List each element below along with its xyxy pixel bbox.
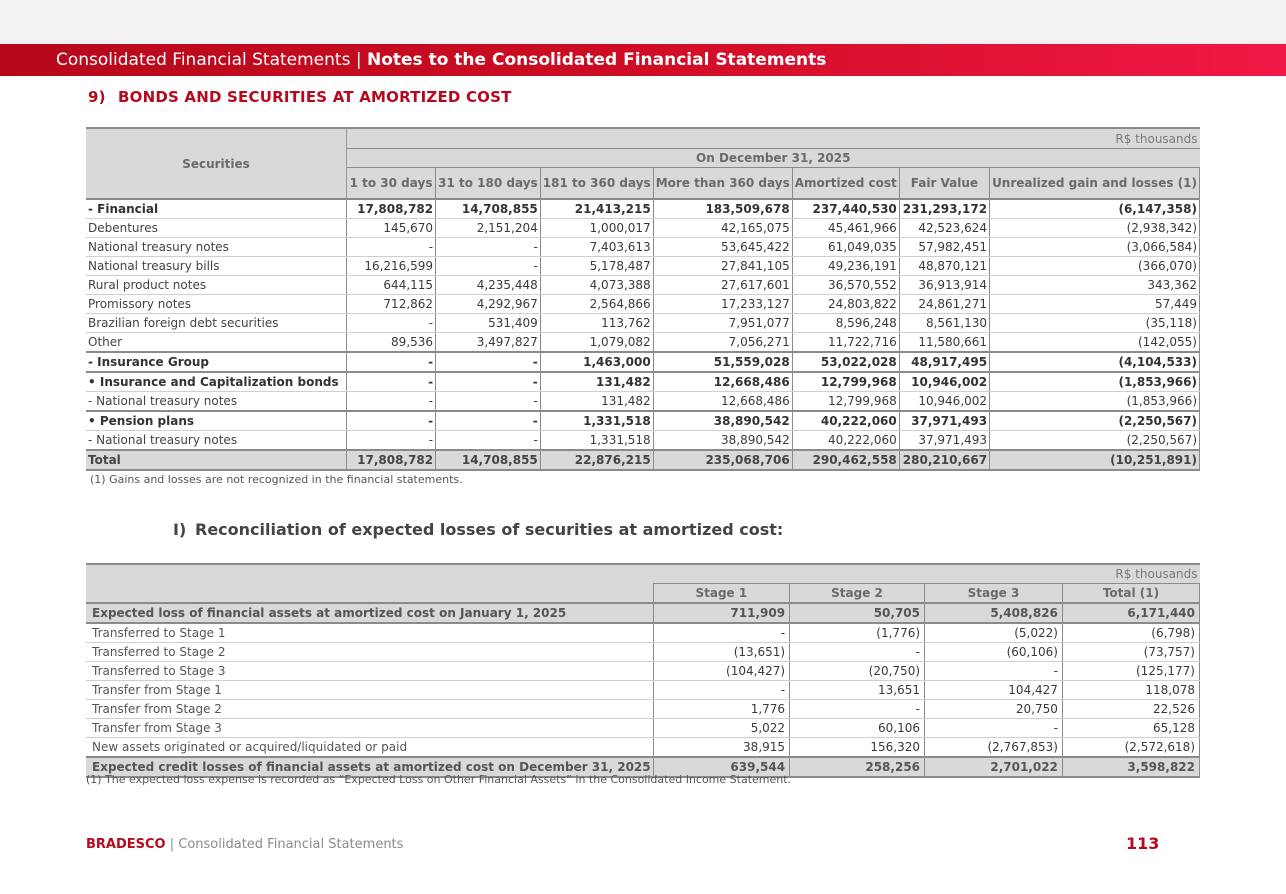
cell-value: 183,509,678 [653, 199, 792, 219]
cell-value: - [347, 352, 436, 372]
row-label: • Insurance and Capitalization bonds [86, 372, 347, 392]
cell-value: 1,463,000 [540, 352, 653, 372]
cell-value: 131,482 [540, 392, 653, 412]
section-title [88, 88, 512, 106]
subsection-title [173, 520, 783, 539]
table-row [86, 392, 1200, 412]
cell-value: 639,544 [653, 757, 789, 777]
cell-value: - [790, 700, 925, 719]
cell-value: - [790, 643, 925, 662]
table-row [86, 199, 1200, 219]
banner-section: Consolidated Financial Statements [56, 50, 351, 70]
cell-value: 16,216,599 [347, 257, 436, 276]
column-header: Amortized cost [792, 168, 899, 200]
table-row [86, 257, 1200, 276]
section-heading: BONDS AND SECURITIES AT AMORTIZED COST [118, 88, 512, 106]
cell-value: 53,022,028 [792, 352, 899, 372]
cell-value: 10,946,002 [899, 392, 989, 412]
table-row [86, 219, 1200, 238]
table2-footnote: (1) The expected loss expense is recorded as “Expected Loss on Other Financial Assets” in the Consolidated Income Statement. [86, 773, 792, 786]
cell-value: (1,853,966) [990, 372, 1200, 392]
cell-value: 712,862 [347, 295, 436, 314]
cell-value: 40,222,060 [792, 411, 899, 431]
table-row [86, 738, 1200, 758]
cell-value: (104,427) [653, 662, 789, 681]
column-header: Stage 3 [925, 584, 1063, 604]
cell-value: - [347, 238, 436, 257]
column-header: Fair Value [899, 168, 989, 200]
cell-value: (142,055) [990, 333, 1200, 353]
cell-value: 20,750 [925, 700, 1063, 719]
cell-value: 531,409 [436, 314, 541, 333]
cell-value: 8,561,130 [899, 314, 989, 333]
cell-value: 12,799,968 [792, 392, 899, 412]
cell-value: 45,461,966 [792, 219, 899, 238]
cell-value: 2,151,204 [436, 219, 541, 238]
footer-separator: | [165, 837, 179, 852]
cell-value: (6,798) [1062, 623, 1199, 643]
cell-value: 7,951,077 [653, 314, 792, 333]
table-row [86, 662, 1200, 681]
row-label: - National treasury notes [86, 431, 347, 451]
cell-value: - [436, 257, 541, 276]
row-label: Rural product notes [86, 276, 347, 295]
column-header: Total (1) [1062, 584, 1199, 604]
cell-value: (1,853,966) [990, 392, 1200, 412]
cell-value: 3,497,827 [436, 333, 541, 353]
row-label: Brazilian foreign debt securities [86, 314, 347, 333]
table-row [86, 411, 1200, 431]
cell-value: - [653, 681, 789, 700]
section-number: 9) [88, 88, 106, 106]
cell-value: (2,572,618) [1062, 738, 1199, 758]
cell-value: 11,722,716 [792, 333, 899, 353]
cell-value: 65,128 [1062, 719, 1199, 738]
cell-value: 17,808,782 [347, 450, 436, 470]
table2-corner [86, 564, 653, 603]
page-banner [0, 44, 1286, 76]
cell-value: 280,210,667 [899, 450, 989, 470]
cell-value: (5,022) [925, 623, 1063, 643]
table-row [86, 295, 1200, 314]
cell-value: 258,256 [790, 757, 925, 777]
cell-value: - [436, 431, 541, 451]
cell-value: (125,177) [1062, 662, 1199, 681]
expected-loss-table [86, 563, 1200, 778]
cell-value: 21,413,215 [540, 199, 653, 219]
cell-value: - [925, 719, 1063, 738]
table-row [86, 643, 1200, 662]
cell-value: 104,427 [925, 681, 1063, 700]
table-row [86, 681, 1200, 700]
cell-value: 1,000,017 [540, 219, 653, 238]
table-row [86, 623, 1200, 643]
column-header: Unrealized gain and losses (1) [990, 168, 1200, 200]
cell-value: 12,668,486 [653, 372, 792, 392]
cell-value: 57,449 [990, 295, 1200, 314]
cell-value: 5,408,826 [925, 603, 1063, 623]
row-header-securities: Securities [86, 128, 347, 199]
row-label: Transferred to Stage 3 [86, 662, 653, 681]
securities-table [86, 127, 1200, 471]
cell-value: 13,651 [790, 681, 925, 700]
table1-period: On December 31, 2025 [347, 149, 1200, 168]
cell-value: - [436, 238, 541, 257]
cell-value: 22,526 [1062, 700, 1199, 719]
cell-value: 36,913,914 [899, 276, 989, 295]
cell-value: 231,293,172 [899, 199, 989, 219]
row-label: • Pension plans [86, 411, 347, 431]
row-label: - Insurance Group [86, 352, 347, 372]
cell-value: 12,668,486 [653, 392, 792, 412]
footer-brand: BRADESCO [86, 837, 166, 852]
cell-value: 711,909 [653, 603, 789, 623]
page-footer [86, 837, 403, 852]
cell-value: (366,070) [990, 257, 1200, 276]
column-header: More than 360 days [653, 168, 792, 200]
cell-value: 4,292,967 [436, 295, 541, 314]
cell-value: 57,982,451 [899, 238, 989, 257]
cell-value: 1,331,518 [540, 411, 653, 431]
cell-value: 27,617,601 [653, 276, 792, 295]
subsection-heading: Reconciliation of expected losses of securities at amortized cost: [195, 520, 784, 539]
row-label: National treasury bills [86, 257, 347, 276]
table1-unit: R$ thousands [347, 128, 1200, 149]
cell-value: 1,079,082 [540, 333, 653, 353]
row-label: Expected credit losses of financial assets at amortized cost on December 31, 2025 [86, 757, 653, 777]
cell-value: - [347, 392, 436, 412]
cell-value: 61,049,035 [792, 238, 899, 257]
cell-value: 4,235,448 [436, 276, 541, 295]
cell-value: 53,645,422 [653, 238, 792, 257]
cell-value: (6,147,358) [990, 199, 1200, 219]
cell-value: 22,876,215 [540, 450, 653, 470]
cell-value: 48,917,495 [899, 352, 989, 372]
cell-value: 145,670 [347, 219, 436, 238]
row-label: Transferred to Stage 1 [86, 623, 653, 643]
page-number: 113 [1126, 834, 1160, 853]
cell-value: 156,320 [790, 738, 925, 758]
cell-value: 36,570,552 [792, 276, 899, 295]
cell-value: 235,068,706 [653, 450, 792, 470]
cell-value: 50,705 [790, 603, 925, 623]
table1-footnote: (1) Gains and losses are not recognized in the financial statements. [90, 473, 463, 486]
cell-value: 3,598,822 [1062, 757, 1199, 777]
cell-value: 24,861,271 [899, 295, 989, 314]
row-label: Debentures [86, 219, 347, 238]
cell-value: (13,651) [653, 643, 789, 662]
cell-value: 343,362 [990, 276, 1200, 295]
cell-value: 24,803,822 [792, 295, 899, 314]
cell-value: 60,106 [790, 719, 925, 738]
row-label: Expected loss of financial assets at amortized cost on January 1, 2025 [86, 603, 653, 623]
cell-value: 131,482 [540, 372, 653, 392]
cell-value: 6,171,440 [1062, 603, 1199, 623]
cell-value: 10,946,002 [899, 372, 989, 392]
cell-value: 48,870,121 [899, 257, 989, 276]
cell-value: 1,331,518 [540, 431, 653, 451]
row-label: Transfer from Stage 2 [86, 700, 653, 719]
row-label: Promissory notes [86, 295, 347, 314]
column-header: 181 to 360 days [540, 168, 653, 200]
table-row [86, 603, 1200, 623]
cell-value: 118,078 [1062, 681, 1199, 700]
cell-value: (1,776) [790, 623, 925, 643]
cell-value: - [347, 431, 436, 451]
cell-value: 38,890,542 [653, 411, 792, 431]
cell-value: 27,841,105 [653, 257, 792, 276]
table-row [86, 276, 1200, 295]
column-header: Stage 1 [653, 584, 789, 604]
cell-value: - [436, 372, 541, 392]
cell-value: (35,118) [990, 314, 1200, 333]
table-row [86, 238, 1200, 257]
subsection-number: I) [173, 520, 187, 539]
cell-value: 40,222,060 [792, 431, 899, 451]
cell-value: 113,762 [540, 314, 653, 333]
cell-value: 42,165,075 [653, 219, 792, 238]
cell-value: - [347, 411, 436, 431]
footer-text: Consolidated Financial Statements [178, 837, 404, 852]
row-label: - National treasury notes [86, 392, 347, 412]
row-label: New assets originated or acquired/liquidated or paid [86, 738, 653, 758]
row-label: Transferred to Stage 2 [86, 643, 653, 662]
cell-value: 51,559,028 [653, 352, 792, 372]
cell-value: (4,104,533) [990, 352, 1200, 372]
cell-value: (2,250,567) [990, 411, 1200, 431]
cell-value: 7,403,613 [540, 238, 653, 257]
row-label: Total [86, 450, 347, 470]
cell-value: - [653, 623, 789, 643]
banner-separator: | [350, 50, 367, 70]
cell-value: 5,022 [653, 719, 789, 738]
cell-value: (60,106) [925, 643, 1063, 662]
table2-unit: R$ thousands [653, 564, 1199, 584]
cell-value: 12,799,968 [792, 372, 899, 392]
cell-value: 37,971,493 [899, 411, 989, 431]
cell-value: - [436, 411, 541, 431]
banner-title: Notes to the Consolidated Financial Statements [366, 50, 827, 70]
row-label: Transfer from Stage 1 [86, 681, 653, 700]
cell-value: 8,596,248 [792, 314, 899, 333]
row-label: Other [86, 333, 347, 353]
cell-value: 290,462,558 [792, 450, 899, 470]
cell-value: 49,236,191 [792, 257, 899, 276]
table-row [86, 314, 1200, 333]
cell-value: - [347, 372, 436, 392]
cell-value: 14,708,855 [436, 199, 541, 219]
cell-value: 14,708,855 [436, 450, 541, 470]
row-label: - Financial [86, 199, 347, 219]
cell-value: 2,564,866 [540, 295, 653, 314]
cell-value: 7,056,271 [653, 333, 792, 353]
table-row [86, 352, 1200, 372]
cell-value: (73,757) [1062, 643, 1199, 662]
cell-value: - [436, 392, 541, 412]
cell-value: (10,251,891) [990, 450, 1200, 470]
cell-value: 237,440,530 [792, 199, 899, 219]
table-row [86, 700, 1200, 719]
cell-value: (20,750) [790, 662, 925, 681]
row-label: Transfer from Stage 3 [86, 719, 653, 738]
table-row [86, 719, 1200, 738]
cell-value: - [347, 314, 436, 333]
cell-value: (3,066,584) [990, 238, 1200, 257]
cell-value: 38,915 [653, 738, 789, 758]
cell-value: 17,233,127 [653, 295, 792, 314]
column-header: 31 to 180 days [436, 168, 541, 200]
table-row [86, 372, 1200, 392]
column-header: 1 to 30 days [347, 168, 436, 200]
cell-value: (2,938,342) [990, 219, 1200, 238]
row-label: National treasury notes [86, 238, 347, 257]
cell-value: - [925, 662, 1063, 681]
cell-value: - [436, 352, 541, 372]
table-row [86, 333, 1200, 353]
table-row [86, 450, 1200, 470]
cell-value: 37,971,493 [899, 431, 989, 451]
cell-value: 38,890,542 [653, 431, 792, 451]
cell-value: (2,767,853) [925, 738, 1063, 758]
cell-value: 644,115 [347, 276, 436, 295]
column-header: Stage 2 [790, 584, 925, 604]
cell-value: 1,776 [653, 700, 789, 719]
cell-value: 11,580,661 [899, 333, 989, 353]
cell-value: 4,073,388 [540, 276, 653, 295]
cell-value: 17,808,782 [347, 199, 436, 219]
cell-value: 89,536 [347, 333, 436, 353]
cell-value: 2,701,022 [925, 757, 1063, 777]
top-strip [0, 0, 1286, 44]
cell-value: 42,523,624 [899, 219, 989, 238]
cell-value: 5,178,487 [540, 257, 653, 276]
cell-value: (2,250,567) [990, 431, 1200, 451]
table-row [86, 431, 1200, 451]
